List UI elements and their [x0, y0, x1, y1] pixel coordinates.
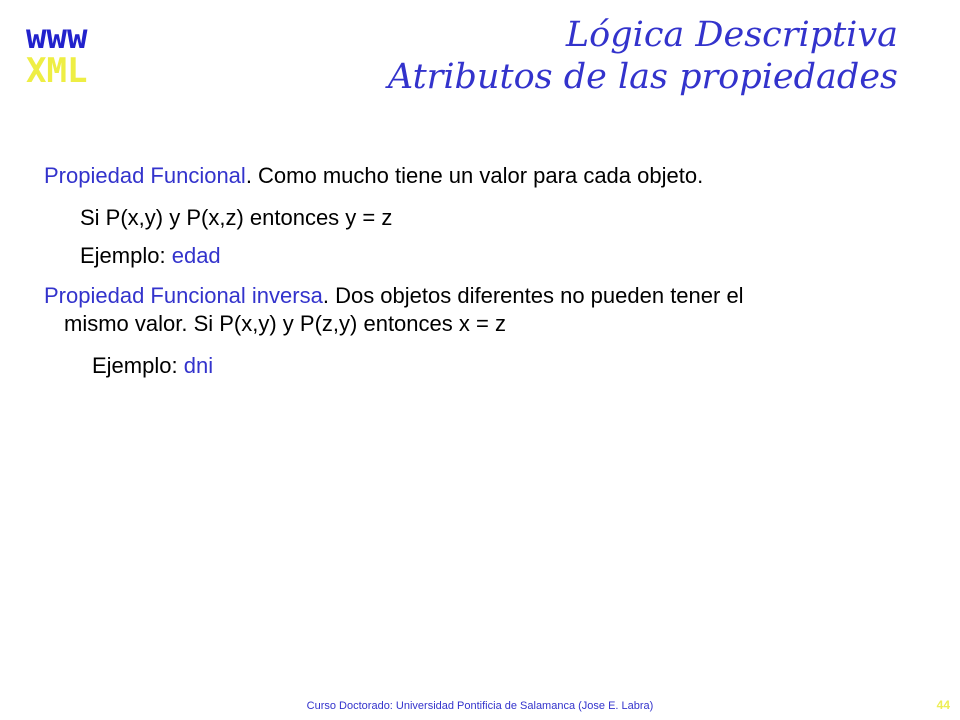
footer-course-info: Curso Doctorado: Universidad Pontificia de Salamanca (Jose E. Labra)	[306, 700, 654, 712]
example-value-edad: edad	[171, 243, 221, 268]
logo-line2: XML	[26, 51, 88, 88]
logo-line1: www	[26, 18, 88, 57]
keyword-inverse-functional-property: Propiedad Funcional inversa	[44, 283, 323, 308]
page-number: 44	[936, 698, 950, 712]
example-value-dni: dni	[183, 353, 214, 378]
title-line-2: Atributos de las propiedades	[387, 57, 898, 97]
inverse-functional-property-example	[92, 352, 213, 380]
example-label: Ejemplo:	[80, 243, 172, 268]
functional-property-example	[80, 242, 221, 270]
functional-property-text: . Como mucho tiene un valor para cada objeto.	[245, 163, 704, 188]
slide-title	[388, 14, 898, 98]
bullet-functional-property	[44, 162, 703, 190]
title-line-1: Lógica Descriptiva	[565, 15, 898, 55]
www-xml-logo	[26, 18, 122, 88]
functional-property-rule: Si P(x,y) y P(x,z) entonces y = z	[80, 205, 393, 230]
keyword-functional-property: Propiedad Funcional	[44, 163, 246, 188]
example-label: Ejemplo:	[92, 353, 184, 378]
inverse-functional-property-text: . Dos objetos diferentes no pueden tener el	[322, 283, 744, 308]
inverse-functional-property-text-continued: mismo valor. Si P(x,y) y P(z,y) entonces x = z	[64, 311, 506, 336]
bullet-inverse-functional-property	[44, 282, 744, 310]
